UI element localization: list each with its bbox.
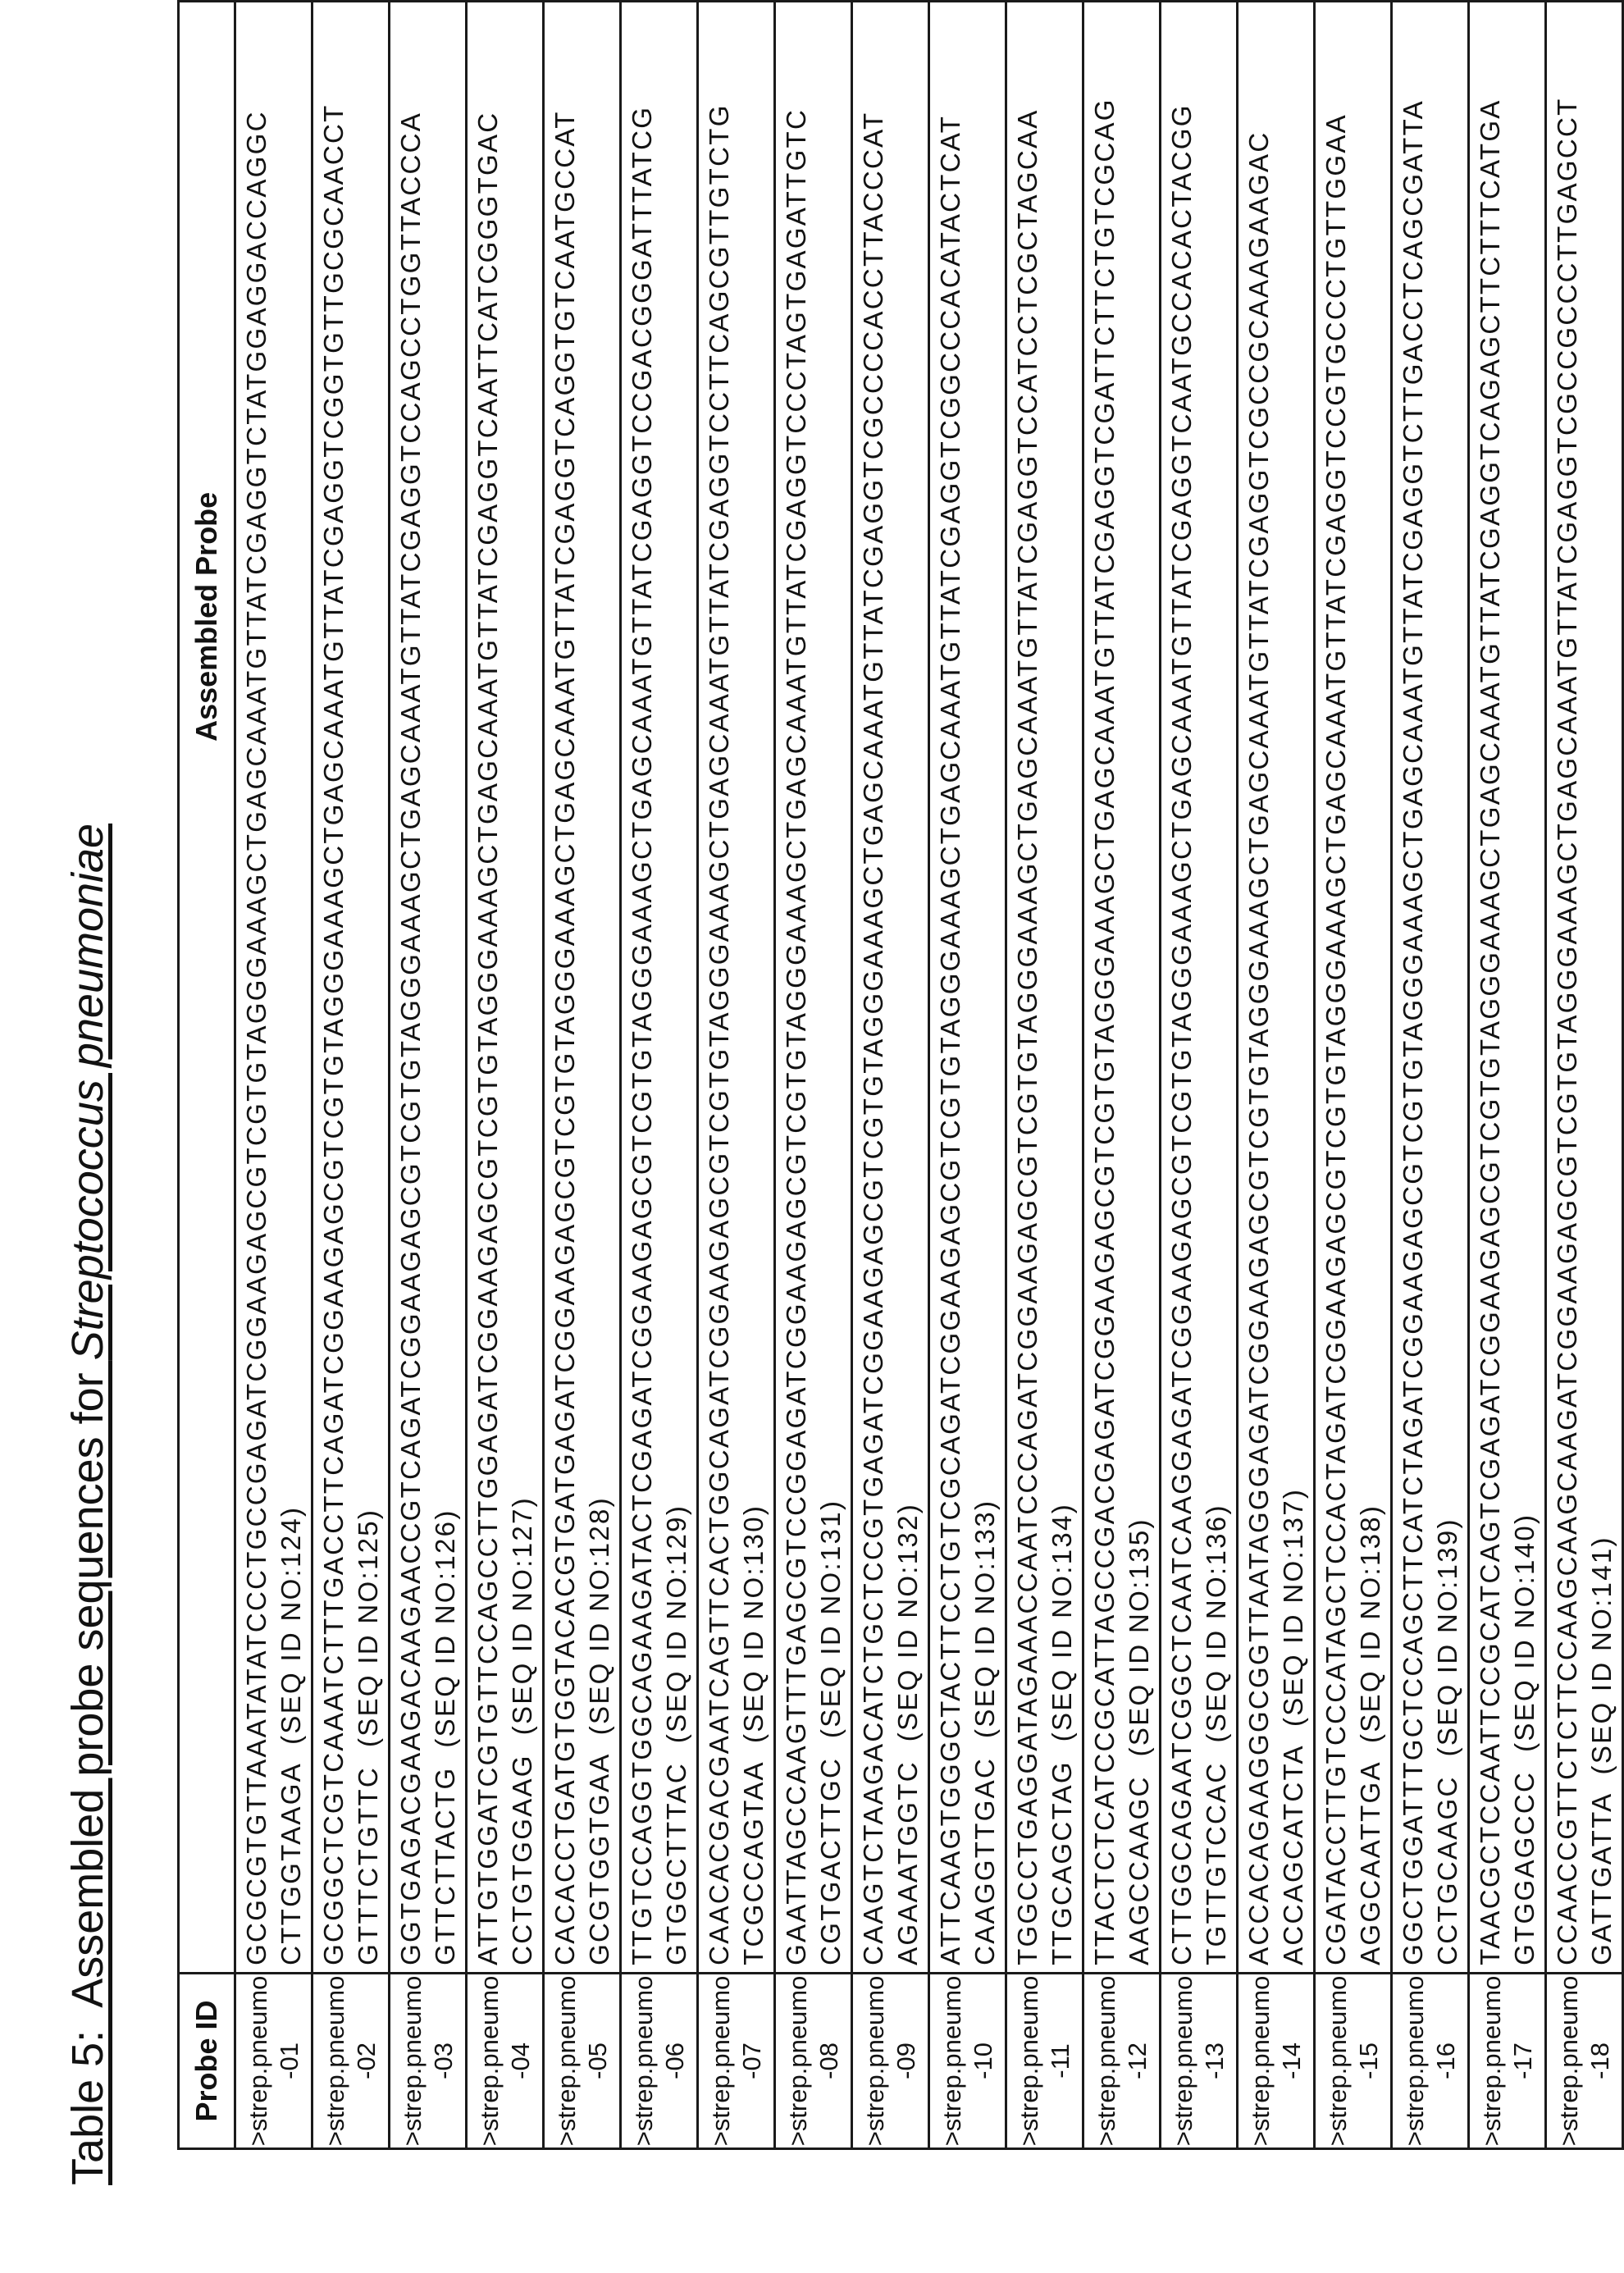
sequence-line-1: GCGGCTCGTCAAATCTTTGACCTTCAGATCGGAAGAGCGTCGTGTAGGGAAAGCTGAGCAAATGTTATCGAGGTCGGTGTTGCGCAACCT <box>317 103 349 1965</box>
table-row <box>1238 2 1315 2149</box>
probe-id-cell <box>1161 1973 1238 2148</box>
sequence-line-2: TGTTGTCCAC (SEQ ID NO:136) <box>1200 1504 1231 1965</box>
assembled-probe-cell <box>544 2 621 1974</box>
table-row <box>852 2 929 2149</box>
table-row <box>1083 2 1161 2149</box>
sequence-line-1: GGTGAGACGAAGACAAGAACCGTCAGATCGGAAGAGCGTCGTGTAGGGAAAGCTGAGCAAATGTTATCGAGGTCCAGCCTGGTTACCCA <box>395 111 426 1965</box>
probe-id-name: >strep.pneumo <box>474 1975 504 2147</box>
sequence-line-2: TTGCAGCTAG (SEQ ID NO:134) <box>1046 1503 1077 1965</box>
probe-id-number: -12 <box>1122 2043 1152 2079</box>
col-header-assembled-probe: Assembled Probe <box>179 2 235 1974</box>
probe-id-name: >strep.pneumo <box>320 1975 349 2147</box>
probe-table-body <box>235 2 1623 2149</box>
probe-id-cell <box>621 1973 698 2148</box>
probe-id-name: >strep.pneumo <box>1399 1975 1429 2147</box>
sequence-line-2: CCTGTGGAAG (SEQ ID NO:127) <box>506 1496 537 1965</box>
sequence-line-1: GGCTGGATTTGCTCCAGCTTCATCTAGATCGGAAGAGCGTCGTGTAGGGAAAGCTGAGCAAATGTTATCGAGGTCTTGACCTCAGCGATTA <box>1397 99 1428 1965</box>
probe-id-number: -15 <box>1353 2043 1383 2079</box>
probe-id-name: >strep.pneumo <box>1553 1975 1583 2147</box>
assembled-probe-cell <box>1392 2 1469 1974</box>
sequence-line-2: GATTGATTA (SEQ ID NO:141) <box>1585 1536 1617 1965</box>
table-row <box>621 2 698 2149</box>
sequence-line-1: TTACTCTCATCCGCATTAGCCGACGAGATCGGAAGAGCGTCGTGTAGGGAAAGCTGAGCAAATGTTATCGAGGTCGATTCTTCTGTCGCAG <box>1088 98 1120 1965</box>
probe-table <box>177 0 1624 2150</box>
probe-id-cell <box>544 1973 621 2148</box>
sequence-line-1: CAACACGACGAATCAGTTCACTGGCAGATCGGAAGAGCGTCGTGTAGGGAAAGCTGAGCAAATGTTATCGAGGTCCTTCAGCGTTGTCTG <box>703 103 734 1965</box>
probe-id-number: -04 <box>505 2043 535 2079</box>
probe-table-header <box>179 2 235 2149</box>
probe-id-name: >strep.pneumo <box>1014 1975 1043 2147</box>
assembled-probe-cell <box>1083 2 1161 1974</box>
sequence-line-1: TGGCCTGAGGATAGAAACCAATCCCAGATCGGAAGAGCGTCGTGTAGGGAAAGCTGAGCAAATGTTATCGAGGTCCATCCTCGCTAGCAA <box>1011 108 1042 1965</box>
assembled-probe-cell <box>621 2 698 1974</box>
sequence-line-1: CGATACCTTGTCCCATAGCTCCACTAGATCGGAAGAGCGTCGTGTAGGGAAAGCTGAGCAAATGTTATCGAGGTCCGTGCCCTGTTGGAA <box>1320 113 1351 1965</box>
sequence-line-1: ATTCAAGTGGGCTACTTCCTGTCGCAGATCGGAAGAGCGTCGTGTAGGGAAAGCTGAGCAAATGTTATCGAGGTCGGCCCACATACTCAT <box>934 114 965 1965</box>
sequence-line-1: GAATTAGCCAAGTTTGAGCGTCCGGAGATCGGAAGAGCGTCGTGTAGGGAAAGCTGAGCAAATGTTATCGAGGTCCCTAGTGAGATTGTC <box>780 107 811 1965</box>
probe-id-number: -03 <box>428 2043 458 2079</box>
probe-id-cell <box>929 1973 1006 2148</box>
table-row <box>390 2 467 2149</box>
probe-id-cell <box>698 1973 775 2148</box>
probe-id-name: >strep.pneumo <box>243 1975 272 2147</box>
sequence-line-2: CTTGGTAAGA (SEQ ID NO:124) <box>275 1505 306 1965</box>
probe-id-number: -08 <box>814 2043 843 2079</box>
probe-id-number: -11 <box>1045 2043 1074 2079</box>
sequence-line-2: CGTGACTTGC (SEQ ID NO:131) <box>814 1499 846 1965</box>
sequence-line-1: CAAGTCTAAGACATCTGCTCCGTGAGATCGGAAGAGCGTCGTGTAGGGAAAGCTGAGCAAATGTTATCGAGGTCGCCCCACCTTACCCAT <box>857 111 888 1965</box>
sequence-line-2: GTTCTTACTG (SEQ ID NO:126) <box>429 1508 460 1965</box>
table-row <box>1315 2 1392 2149</box>
table-row <box>1161 2 1238 2149</box>
table-row <box>467 2 544 2149</box>
probe-id-number: -09 <box>891 2043 920 2079</box>
probe-id-name: >strep.pneumo <box>628 1975 658 2147</box>
assembled-probe-cell <box>1161 2 1238 1974</box>
probe-id-cell <box>467 1973 544 2148</box>
probe-id-name: >strep.pneumo <box>551 1975 581 2147</box>
probe-id-name: >strep.pneumo <box>1476 1975 1506 2147</box>
sequence-line-2: CCTGCAAGC (SEQ ID NO:139) <box>1431 1518 1462 1965</box>
col-header-probe-id: Probe ID <box>179 1973 235 2148</box>
probe-id-number: -07 <box>737 2043 766 2079</box>
probe-id-name: >strep.pneumo <box>1245 1975 1275 2147</box>
probe-id-cell <box>1392 1973 1469 2148</box>
probe-id-name: >strep.pneumo <box>1168 1975 1197 2147</box>
assembled-probe-cell <box>698 2 775 1974</box>
sequence-line-2: CAAGGTTGAC (SEQ ID NO:133) <box>969 1499 1000 1965</box>
probe-id-number: -10 <box>968 2043 997 2079</box>
probe-id-cell <box>775 1973 852 2148</box>
probe-id-cell <box>235 1973 312 2148</box>
assembled-probe-cell <box>312 2 390 1974</box>
sequence-line-1: CACACCTGATGTGGTACACGTGATGAGATCGGAAGAGCGTCGTGTAGGGAAAGCTGAGCAAATGTTATCGAGGTCAGGTGTCAATGCCAT <box>549 110 580 1965</box>
sequence-line-1: CCAACCGTTCTCTTCCAAGCAAGCAAGATCGGAAGAGCGTCGTGTAGGGAAAGCTGAGCAAATGTTATCGAGGTCGCCGCCCTTGAGCCT <box>1551 97 1582 1965</box>
probe-id-cell <box>1315 1973 1392 2148</box>
probe-id-cell <box>1546 1973 1623 2148</box>
page-title-text: Table 5: Assembled probe sequences for <box>63 1360 112 2185</box>
probe-id-number: -05 <box>582 2043 612 2079</box>
probe-id-name: >strep.pneumo <box>1322 1975 1352 2147</box>
assembled-probe-cell <box>852 2 929 1974</box>
table-row <box>929 2 1006 2149</box>
sequence-line-2: ACCAGCATCTA (SEQ ID NO:137) <box>1277 1487 1308 1965</box>
probe-id-number: -17 <box>1508 2043 1537 2079</box>
probe-id-name: >strep.pneumo <box>860 1975 889 2147</box>
assembled-probe-cell <box>467 2 544 1974</box>
sequence-line-2: GTGGCTTTAC (SEQ ID NO:129) <box>660 1504 691 1965</box>
table-row <box>544 2 621 2149</box>
probe-id-cell <box>1083 1973 1161 2148</box>
probe-id-name: >strep.pneumo <box>1091 1975 1120 2147</box>
probe-id-name: >strep.pneumo <box>705 1975 735 2147</box>
table-row <box>1469 2 1546 2149</box>
sequence-line-1: TTGTCCAGGTGGCAGAAGATACTCGAGATCGGAAGAGCGTCGTGTAGGGAAAGCTGAGCAAATGTTATCGAGGTCCGACGGGATTTATCG <box>626 105 657 1965</box>
probe-id-name: >strep.pneumo <box>397 1975 427 2147</box>
probe-id-number: -01 <box>274 2043 303 2079</box>
assembled-probe-cell <box>1469 2 1546 1974</box>
assembled-probe-cell <box>390 2 467 1974</box>
sequence-line-2: AGAAATGGTC (SEQ ID NO:132) <box>892 1502 923 1965</box>
table-row <box>1392 2 1469 2149</box>
table-row <box>698 2 775 2149</box>
probe-id-name: >strep.pneumo <box>782 1975 812 2147</box>
sequence-line-2: GCGTGGTGAA (SEQ ID NO:128) <box>583 1496 614 1965</box>
table-row <box>1546 2 1623 2149</box>
probe-id-number: -02 <box>351 2043 381 2079</box>
probe-id-cell <box>1238 1973 1315 2148</box>
sequence-line-1: ACCACAGAAGGGCGGTTAATAGGGAGATCGGAAGAGCGTCGTGTAGGGAAAGCTGAGCAAATGTTATCGAGGTCGCCGCAAAGAAGAC <box>1243 130 1274 1965</box>
assembled-probe-cell <box>929 2 1006 1974</box>
assembled-probe-cell <box>1315 2 1392 1974</box>
probe-id-name: >strep.pneumo <box>937 1975 966 2147</box>
sequence-line-2: GTTTCTGTTC (SEQ ID NO:125) <box>352 1508 383 1965</box>
assembled-probe-cell <box>775 2 852 1974</box>
header-row <box>179 2 235 2149</box>
probe-id-number: -14 <box>1276 2043 1306 2079</box>
sequence-line-2: GTGGAGCCC (SEQ ID NO:140) <box>1508 1513 1540 1965</box>
assembled-probe-cell <box>1238 2 1315 1974</box>
probe-id-cell <box>390 1973 467 2148</box>
sequence-line-2: TCGCCAGTAA (SEQ ID NO:130) <box>737 1504 769 1965</box>
sequence-line-1: ATTGTGGATCGTGTTCCAGCCTTGGAGATCGGAAGAGCGTCGTGTAGGGAAAGCTGAGCAAATGTTATCGAGGTCAATTCATCGGGTGAC <box>472 111 503 1965</box>
table-row <box>312 2 390 2149</box>
probe-id-number: -06 <box>659 2043 689 2079</box>
sequence-line-2: AAGCCAAGC (SEQ ID NO:135) <box>1123 1518 1154 1965</box>
table-row <box>775 2 852 2149</box>
sequence-line-2: AGGCAATTGA (SEQ ID NO:138) <box>1354 1504 1385 1965</box>
table-row <box>1006 2 1083 2149</box>
probe-id-cell <box>312 1973 390 2148</box>
page-title <box>0 0 172 2273</box>
assembled-probe-cell <box>1546 2 1623 1974</box>
assembled-probe-cell <box>235 2 312 1974</box>
sequence-line-1: GCGCGTGTTAAATATATCCCTGCCGAGATCGGAAGAGCGTCGTGTAGGGAAAGCTGAGCAAATGTTATCGAGGTCTATGGAGGACCAGGC <box>240 110 271 1965</box>
probe-id-number: -16 <box>1430 2043 1460 2079</box>
sequence-line-1: TAACGCTCCAATTCCGCATCAGTCGAGATCGGAAGAGCGTCGTGTAGGGAAAGCTGAGCAAATGTTATCGAGGTCAGAGCTTCTTTCATGA <box>1474 98 1505 1965</box>
page-title-underline <box>63 824 112 2185</box>
probe-id-cell <box>1006 1973 1083 2148</box>
sequence-line-1: CTTGGCAGAATCGGCTCAATCAAGGAGATCGGAAGAGCGTCGTGTAGGGAAAGCTGAGCAAATGTTATCGAGGTCAATGCCACACTACGG <box>1166 103 1197 1965</box>
probe-id-number: -13 <box>1199 2043 1229 2079</box>
assembled-probe-cell <box>1006 2 1083 1974</box>
page-title-species: Streptococcus pneumoniae <box>63 823 112 1361</box>
probe-id-cell <box>852 1973 929 2148</box>
probe-id-cell <box>1469 1973 1546 2148</box>
table-row <box>235 2 312 2149</box>
probe-id-number: -18 <box>1585 2043 1614 2079</box>
